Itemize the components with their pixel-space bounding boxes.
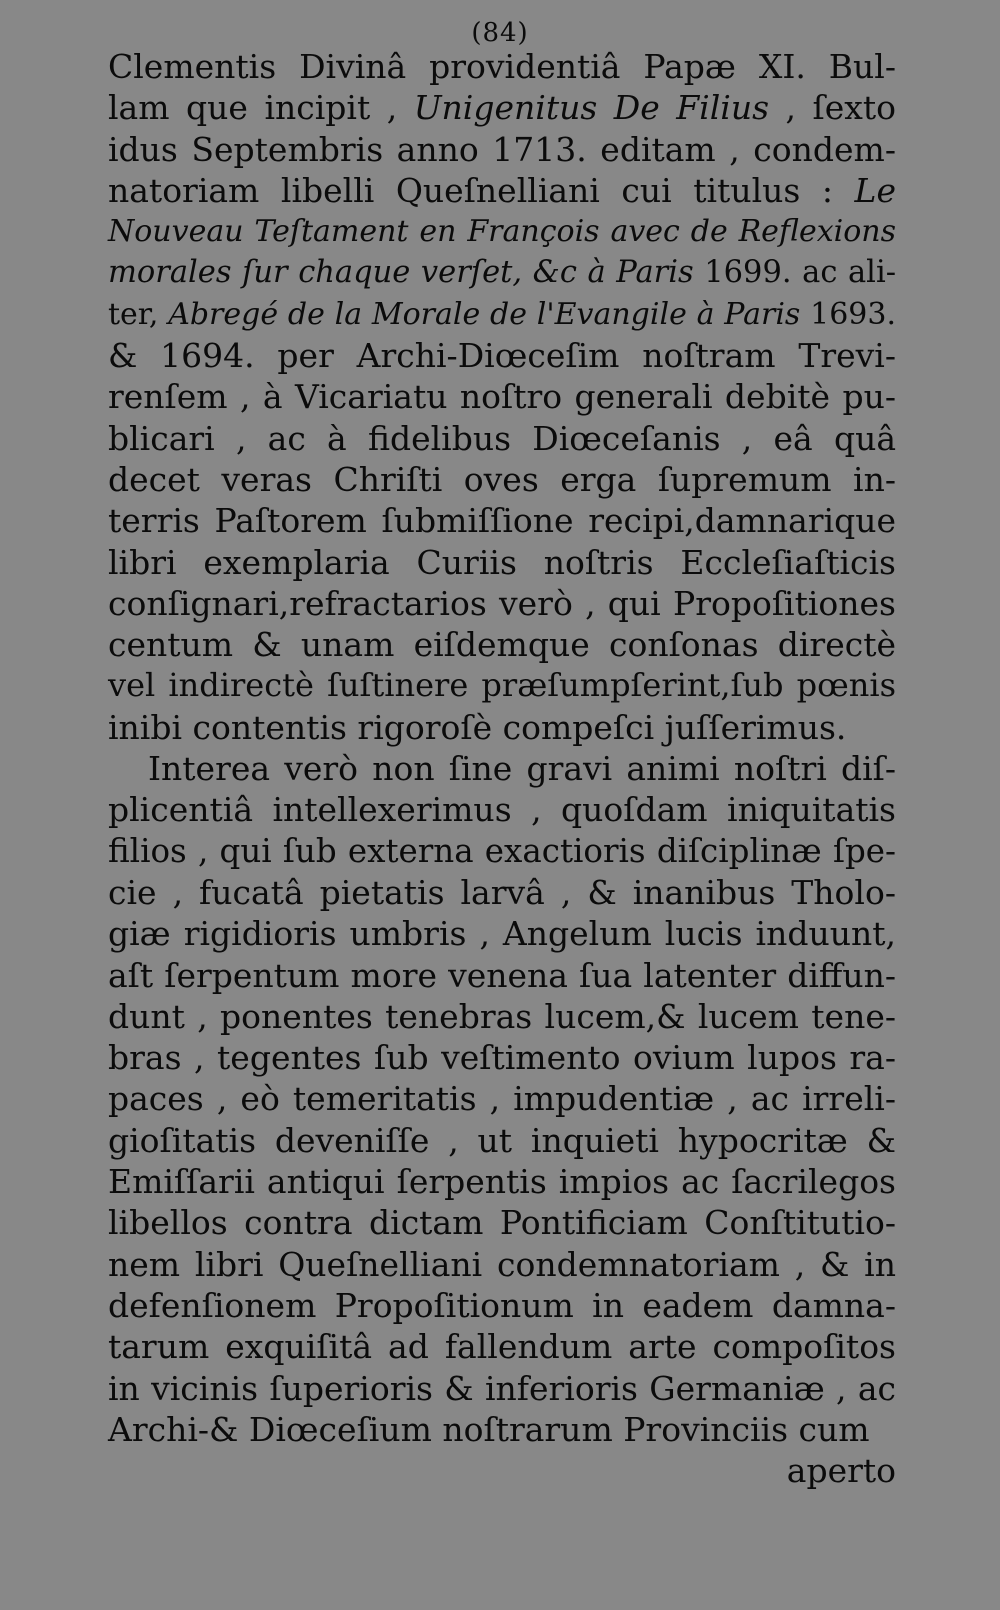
text-segment: Clementis Divinâ providentiâ Papæ XI. Bul-	[108, 47, 896, 86]
text-segment: ter,	[108, 296, 169, 332]
text-segment: renſem , à Vicariatu noſtro generali debitè pu-	[108, 377, 896, 417]
text-segment: gioſitatis deveniſſe , ut inquieti hypocritæ &	[108, 1120, 896, 1160]
text-segment: paces , eò temeritatis , impudentiæ , ac irreli-	[108, 1079, 896, 1119]
text-segment: cie , fucatâ pietatis larvâ , & inanibus Tholo-	[108, 872, 896, 912]
text-segment: dunt , ponentes tenebras lucem,& lucem tene-	[108, 996, 896, 1036]
text-segment: aſt ſerpentum more venena ſua latenter diffun-	[108, 955, 896, 995]
text-line	[108, 252, 896, 293]
text-segment: giæ rigidioris umbris , Angelum lucis induunt,	[108, 914, 896, 954]
text-line	[108, 1285, 896, 1326]
text-line	[108, 872, 896, 913]
text-segment: libri exemplaria Curiis noſtris Eccleſiaſticis	[108, 542, 896, 582]
text-segment: decet veras Chriſti oves erga ſupremum in-	[108, 459, 896, 499]
text-line	[108, 1161, 896, 1202]
text-segment: blicari , ac à fidelibus Diœceſanis , eâ quâ	[108, 418, 896, 458]
text-line	[108, 418, 896, 459]
text-line	[108, 955, 896, 996]
text-line	[108, 1202, 896, 1243]
text-segment: idus Septembris anno 1713. editam , condem-	[108, 129, 896, 169]
text-segment: vel indirectè ſuſtinere præſumpſerint,ſub pœnis	[108, 666, 896, 705]
text-line	[108, 211, 896, 252]
text-line	[108, 376, 896, 417]
text-segment: , ſexto	[769, 88, 896, 128]
text-segment: terris Paſtorem ſubmiſſione recipi,damnarique	[108, 501, 896, 541]
text-line	[108, 500, 896, 541]
text-line	[108, 1368, 896, 1409]
page-number: (84)	[471, 18, 529, 48]
text-line	[108, 87, 896, 128]
text-segment: filios , qui ſub externa exactioris diſciplinæ ſpe-	[108, 831, 896, 870]
text-line	[108, 665, 896, 706]
text-line	[108, 1037, 896, 1078]
text-line	[108, 46, 896, 87]
text-segment: inibi contentis rigoroſè compeſci juſſerimus.	[108, 707, 847, 747]
body-text	[108, 46, 896, 1491]
text-segment: & 1694. per Archi-Diœceſim noſtram Trevi-	[108, 336, 896, 376]
text-segment: lam que incipit ,	[108, 88, 414, 128]
text-line	[108, 1078, 896, 1119]
text-line	[108, 1244, 896, 1285]
text-segment: nem libri Queſnelliani condemnatoriam , & in	[108, 1244, 896, 1284]
text-segment: conſignari,refractarios verò , qui Propoſitiones	[108, 583, 896, 623]
text-segment: 1699. ac ali-	[693, 255, 896, 291]
text-line	[108, 1409, 896, 1450]
text-line	[108, 583, 896, 624]
text-line	[108, 294, 896, 335]
text-line	[108, 1326, 896, 1367]
text-line	[108, 996, 896, 1037]
text-segment: tarum exquiſitâ ad fallendum arte compoſitos	[108, 1327, 896, 1367]
italic-text: morales ſur chaque verſet, &c à Paris	[108, 255, 694, 291]
text-line	[108, 748, 896, 789]
text-line	[108, 170, 896, 211]
text-segment: bras , tegentes ſub veſtimento ovium lupos ra-	[108, 1038, 896, 1078]
text-line	[108, 335, 896, 376]
text-line	[108, 542, 896, 583]
text-line	[108, 1120, 896, 1161]
italic-text: Abregé de la Morale de l'Evangile à Paris	[168, 296, 801, 332]
text-segment: plicentiâ intellexerimus , quoſdam iniquitatis	[108, 790, 896, 830]
italic-text: Le	[854, 170, 896, 210]
text-line	[108, 624, 896, 665]
italic-text: Unigenitus De Filius	[413, 88, 770, 128]
text-segment: defenſionem Propoſitionum in eadem damna-	[108, 1285, 896, 1325]
text-line	[108, 129, 896, 170]
text-line	[108, 707, 896, 748]
text-segment: Interea verò non ſine gravi animi noſtri diſ-	[148, 749, 896, 789]
text-line	[108, 831, 896, 872]
text-line	[108, 789, 896, 830]
catchword: aperto	[786, 1451, 896, 1491]
text-segment: 1693.	[800, 296, 896, 332]
text-line	[108, 459, 896, 500]
text-segment: Emiſſarii antiqui ſerpentis impios ac ſacrilegos	[108, 1162, 896, 1202]
text-segment: centum & unam eiſdemque conſonas directè	[108, 625, 896, 665]
text-segment: in vicinis ſuperioris & inferioris Germaniæ , ac	[108, 1368, 896, 1408]
text-segment: natoriam libelli Queſnelliani cui titulus :	[108, 170, 855, 210]
text-segment: libellos contra dictam Pontificiam Conſtitutio-	[108, 1203, 896, 1243]
italic-text: Nouveau Teſtament en François avec de Reflexions	[108, 214, 896, 250]
text-segment: Archi-& Diœceſium noſtrarum Provinciis cum	[108, 1409, 870, 1449]
text-line	[108, 913, 896, 954]
